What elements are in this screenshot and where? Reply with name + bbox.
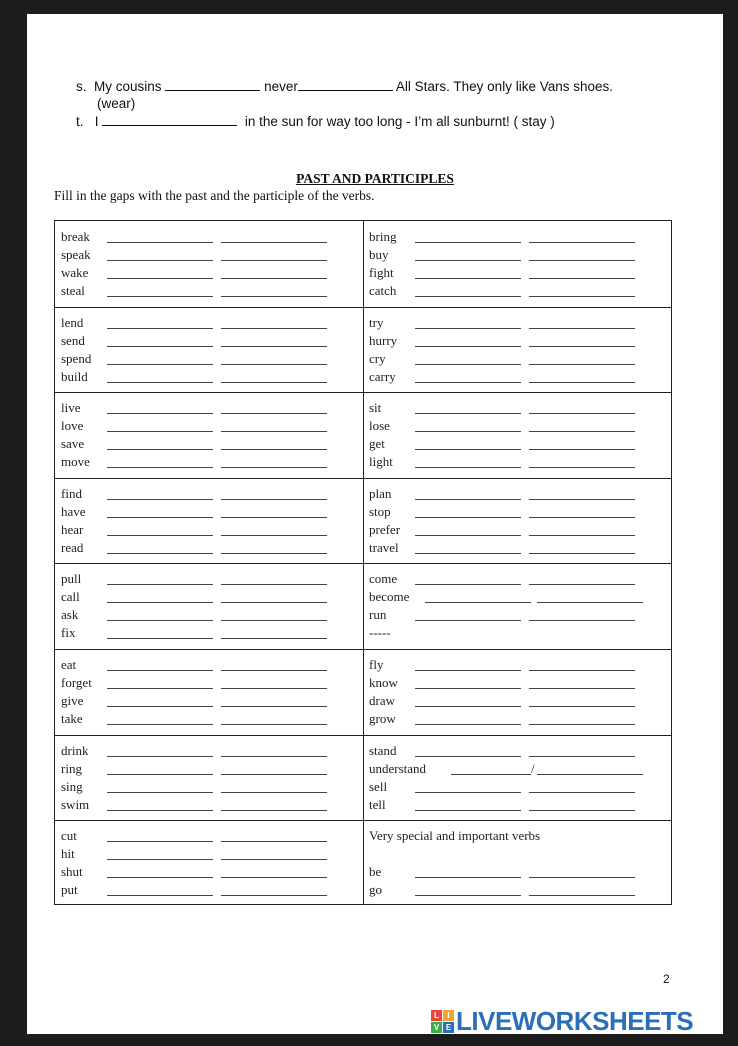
participle-answer-line[interactable]: [529, 364, 635, 365]
past-answer-line[interactable]: [415, 467, 521, 468]
past-answer-line[interactable]: [415, 413, 521, 414]
past-answer-line[interactable]: [415, 553, 521, 554]
past-answer-line[interactable]: [107, 364, 213, 365]
participle-answer-line[interactable]: [221, 260, 327, 261]
sentence-letter: t.: [76, 114, 84, 129]
past-answer-line[interactable]: [415, 792, 521, 793]
verb-label: put: [61, 882, 78, 898]
participle-answer-line[interactable]: [221, 895, 327, 896]
participle-answer-line[interactable]: [221, 364, 327, 365]
participle-answer-line[interactable]: [537, 774, 643, 775]
participle-answer-line[interactable]: [221, 499, 327, 500]
past-answer-line[interactable]: [107, 756, 213, 757]
verb-label: become: [369, 589, 410, 605]
past-answer-line[interactable]: [415, 895, 521, 896]
group-divider: [55, 820, 671, 821]
past-answer-line[interactable]: [415, 620, 521, 621]
participle-answer-line[interactable]: [529, 670, 635, 671]
section-heading: PAST AND PARTICIPLES: [296, 171, 454, 186]
past-answer-line[interactable]: [107, 467, 213, 468]
participle-answer-line[interactable]: [529, 278, 635, 279]
participle-answer-line[interactable]: [529, 499, 635, 500]
past-answer-line[interactable]: [415, 278, 521, 279]
participle-answer-line[interactable]: [529, 620, 635, 621]
past-answer-line[interactable]: [415, 706, 521, 707]
verb-label: tell: [369, 796, 386, 812]
verb-label: fix: [61, 625, 76, 641]
verb-label: sell: [369, 778, 388, 794]
past-answer-line[interactable]: [107, 517, 213, 518]
verb-label: hear: [61, 521, 84, 537]
participle-answer-line[interactable]: [529, 810, 635, 811]
participle-answer-line[interactable]: [221, 706, 327, 707]
verb-label: have: [61, 503, 86, 519]
past-answer-line[interactable]: [415, 584, 521, 585]
past-answer-line[interactable]: [107, 638, 213, 639]
participle-answer-line[interactable]: [529, 517, 635, 518]
special-verbs-label: Very special and important verbs: [369, 828, 541, 844]
sentence-text: never: [264, 79, 298, 94]
verb-label: be: [369, 864, 382, 880]
answer-blank[interactable]: [298, 79, 393, 91]
page-number: 2: [663, 972, 670, 986]
participle-answer-line[interactable]: [221, 584, 327, 585]
participle-answer-line[interactable]: [537, 602, 643, 603]
sentence-s: [76, 79, 613, 94]
verb-label: wake: [61, 265, 89, 280]
verb-label: carry: [369, 368, 396, 384]
verb-label: draw: [369, 693, 395, 708]
participle-answer-line[interactable]: [221, 382, 327, 383]
group-divider: [55, 307, 671, 308]
logo-text: LIVEWORKSHEETS: [456, 1005, 694, 1036]
logo-letter: L: [431, 1010, 442, 1021]
verb-label: -----: [369, 625, 391, 641]
participle-answer-line[interactable]: [221, 413, 327, 414]
past-answer-line[interactable]: [415, 517, 521, 518]
verb-label: speak: [61, 247, 91, 262]
verb-label: go: [369, 882, 382, 898]
verb-label: swim: [61, 796, 90, 812]
participle-answer-line[interactable]: [221, 724, 327, 725]
past-answer-line[interactable]: [107, 260, 213, 261]
past-answer-line[interactable]: [415, 296, 521, 297]
verb-label: ask: [61, 607, 79, 623]
past-answer-line[interactable]: [415, 242, 521, 243]
participle-answer-line[interactable]: [529, 535, 635, 536]
past-answer-line[interactable]: [107, 620, 213, 621]
participle-answer-line[interactable]: [529, 584, 635, 585]
past-answer-line[interactable]: [107, 328, 213, 329]
past-answer-line[interactable]: [451, 774, 531, 775]
verb-label: buy: [369, 247, 389, 262]
past-answer-line[interactable]: [415, 260, 521, 261]
past-answer-line[interactable]: [415, 328, 521, 329]
verb-label: know: [369, 675, 398, 690]
participle-answer-line[interactable]: [529, 756, 635, 757]
participle-answer-line[interactable]: [221, 296, 327, 297]
participle-answer-line[interactable]: [221, 877, 327, 878]
sentence-text: All Stars. They only like Vans shoes.: [395, 79, 613, 94]
past-answer-line[interactable]: [107, 584, 213, 585]
past-answer-line[interactable]: [107, 242, 213, 243]
verb-label: give: [61, 693, 84, 708]
verb-label: understand: [369, 760, 427, 776]
verb-label: find: [61, 485, 82, 501]
verb-label: fight: [369, 265, 394, 280]
past-answer-line[interactable]: [107, 413, 213, 414]
verb-label: steal: [61, 283, 85, 298]
group-divider: [55, 392, 671, 393]
slash: /: [531, 760, 535, 776]
past-answer-line[interactable]: [415, 810, 521, 811]
sentence-hint: (wear): [97, 96, 136, 111]
logo-icon: [431, 1010, 454, 1033]
verb-label: stop: [369, 503, 391, 519]
verb-label: drink: [61, 742, 89, 758]
verb-label: forget: [61, 675, 92, 690]
past-answer-line[interactable]: [415, 724, 521, 725]
participle-answer-line[interactable]: [221, 670, 327, 671]
sentence-text: in the sun for way too long - I’m all sunburnt! ( stay ): [244, 114, 555, 129]
participle-answer-line[interactable]: [221, 810, 327, 811]
participle-answer-line[interactable]: [221, 859, 327, 860]
verb-label: sit: [369, 400, 382, 416]
participle-answer-line[interactable]: [221, 346, 327, 347]
past-answer-line[interactable]: [415, 431, 521, 432]
past-answer-line[interactable]: [415, 499, 521, 500]
verb-label: catch: [369, 283, 397, 298]
verb-label: travel: [369, 539, 399, 555]
answer-blank[interactable]: [165, 79, 260, 91]
past-answer-line[interactable]: [107, 774, 213, 775]
sentence-text: My cousins: [94, 79, 162, 94]
verb-label: move: [61, 454, 90, 470]
verb-label: plan: [369, 485, 392, 501]
verb-label: grow: [369, 711, 396, 726]
logo-letter: E: [443, 1022, 454, 1033]
verb-label: take: [61, 711, 83, 726]
past-answer-line[interactable]: [107, 602, 213, 603]
past-answer-line[interactable]: [107, 670, 213, 671]
participle-answer-line[interactable]: [221, 602, 327, 603]
participle-answer-line[interactable]: [529, 877, 635, 878]
logo-letter: I: [443, 1010, 454, 1021]
participle-answer-line[interactable]: [221, 774, 327, 775]
past-answer-line[interactable]: [107, 296, 213, 297]
verb-label: call: [61, 589, 80, 605]
past-answer-line[interactable]: [425, 602, 531, 603]
verb-label: stand: [369, 742, 397, 758]
participle-answer-line[interactable]: [529, 242, 635, 243]
verb-label: light: [369, 454, 393, 470]
verb-label: lend: [61, 314, 84, 330]
past-answer-line[interactable]: [107, 431, 213, 432]
participle-answer-line[interactable]: [221, 638, 327, 639]
past-answer-line[interactable]: [415, 346, 521, 347]
past-answer-line[interactable]: [107, 346, 213, 347]
verb-label: love: [61, 418, 84, 434]
past-answer-line[interactable]: [107, 688, 213, 689]
participle-answer-line[interactable]: [529, 449, 635, 450]
participle-answer-line[interactable]: [221, 517, 327, 518]
participle-answer-line[interactable]: [529, 895, 635, 896]
participle-answer-line[interactable]: [529, 382, 635, 383]
verb-label: sing: [61, 778, 83, 794]
verb-label: try: [369, 314, 384, 330]
verb-label: get: [369, 436, 385, 452]
participle-answer-line[interactable]: [221, 841, 327, 842]
group-divider: [55, 649, 671, 650]
logo-letter: V: [431, 1022, 442, 1033]
past-answer-line[interactable]: [107, 499, 213, 500]
past-answer-line[interactable]: [415, 535, 521, 536]
participle-answer-line[interactable]: [529, 346, 635, 347]
verb-label: ring: [61, 760, 82, 776]
participle-answer-line[interactable]: [529, 792, 635, 793]
verb-label: pull: [61, 571, 82, 587]
past-answer-line[interactable]: [107, 841, 213, 842]
participle-answer-line[interactable]: [221, 688, 327, 689]
verb-label: cry: [369, 350, 386, 366]
sentence-letter: s.: [76, 79, 87, 94]
past-answer-line[interactable]: [107, 278, 213, 279]
group-divider: [55, 478, 671, 479]
past-answer-line[interactable]: [415, 877, 521, 878]
participle-answer-line[interactable]: [221, 792, 327, 793]
participle-answer-line[interactable]: [529, 553, 635, 554]
verb-label: hit: [61, 846, 75, 862]
verb-table: [54, 220, 672, 905]
participle-answer-line[interactable]: [221, 467, 327, 468]
past-answer-line[interactable]: [415, 688, 521, 689]
participle-answer-line[interactable]: [529, 260, 635, 261]
past-answer-line[interactable]: [107, 792, 213, 793]
worksheet-page: [27, 14, 723, 1034]
verb-label: build: [61, 368, 88, 384]
past-answer-line[interactable]: [107, 877, 213, 878]
past-answer-line[interactable]: [107, 895, 213, 896]
verb-label: lose: [369, 418, 390, 434]
participle-answer-line[interactable]: [221, 449, 327, 450]
past-answer-line[interactable]: [415, 382, 521, 383]
verb-label: spend: [61, 350, 92, 366]
past-answer-line[interactable]: [107, 535, 213, 536]
liveworksheets-logo: [431, 1006, 693, 1036]
past-answer-line[interactable]: [415, 364, 521, 365]
participle-answer-line[interactable]: [221, 328, 327, 329]
participle-answer-line[interactable]: [529, 328, 635, 329]
verb-label: save: [61, 436, 85, 452]
instruction-text: Fill in the gaps with the past and the participle of the verbs.: [54, 188, 375, 203]
past-answer-line[interactable]: [107, 724, 213, 725]
participle-answer-line[interactable]: [529, 688, 635, 689]
verb-label: eat: [61, 657, 77, 672]
participle-answer-line[interactable]: [221, 535, 327, 536]
participle-answer-line[interactable]: [529, 431, 635, 432]
participle-answer-line[interactable]: [221, 620, 327, 621]
sentence-text: I: [94, 114, 99, 129]
verb-label: run: [369, 607, 387, 623]
verb-label: cut: [61, 828, 77, 844]
verb-label: come: [369, 571, 398, 587]
sentence-t: [76, 114, 555, 129]
verb-label: bring: [369, 229, 397, 244]
participle-answer-line[interactable]: [529, 467, 635, 468]
past-answer-line[interactable]: [415, 756, 521, 757]
verb-label: live: [61, 400, 81, 416]
participle-answer-line[interactable]: [529, 706, 635, 707]
past-answer-line[interactable]: [107, 382, 213, 383]
group-divider: [55, 735, 671, 736]
past-answer-line[interactable]: [107, 449, 213, 450]
verb-label: break: [61, 229, 90, 244]
verb-label: fly: [369, 657, 384, 672]
past-answer-line[interactable]: [107, 810, 213, 811]
verb-label: read: [61, 539, 84, 555]
past-answer-line[interactable]: [415, 449, 521, 450]
participle-answer-line[interactable]: [529, 724, 635, 725]
verb-label: send: [61, 332, 85, 348]
participle-answer-line[interactable]: [221, 278, 327, 279]
past-answer-line[interactable]: [107, 706, 213, 707]
answer-blank[interactable]: [102, 114, 237, 126]
verb-label: hurry: [369, 332, 398, 348]
group-divider: [55, 563, 671, 564]
past-answer-line[interactable]: [415, 670, 521, 671]
participle-answer-line[interactable]: [221, 756, 327, 757]
participle-answer-line[interactable]: [529, 413, 635, 414]
verb-label: shut: [61, 864, 83, 880]
participle-answer-line[interactable]: [221, 242, 327, 243]
participle-answer-line[interactable]: [221, 553, 327, 554]
past-answer-line[interactable]: [107, 553, 213, 554]
participle-answer-line[interactable]: [221, 431, 327, 432]
past-answer-line[interactable]: [107, 859, 213, 860]
participle-answer-line[interactable]: [529, 296, 635, 297]
verb-label: prefer: [369, 521, 401, 537]
